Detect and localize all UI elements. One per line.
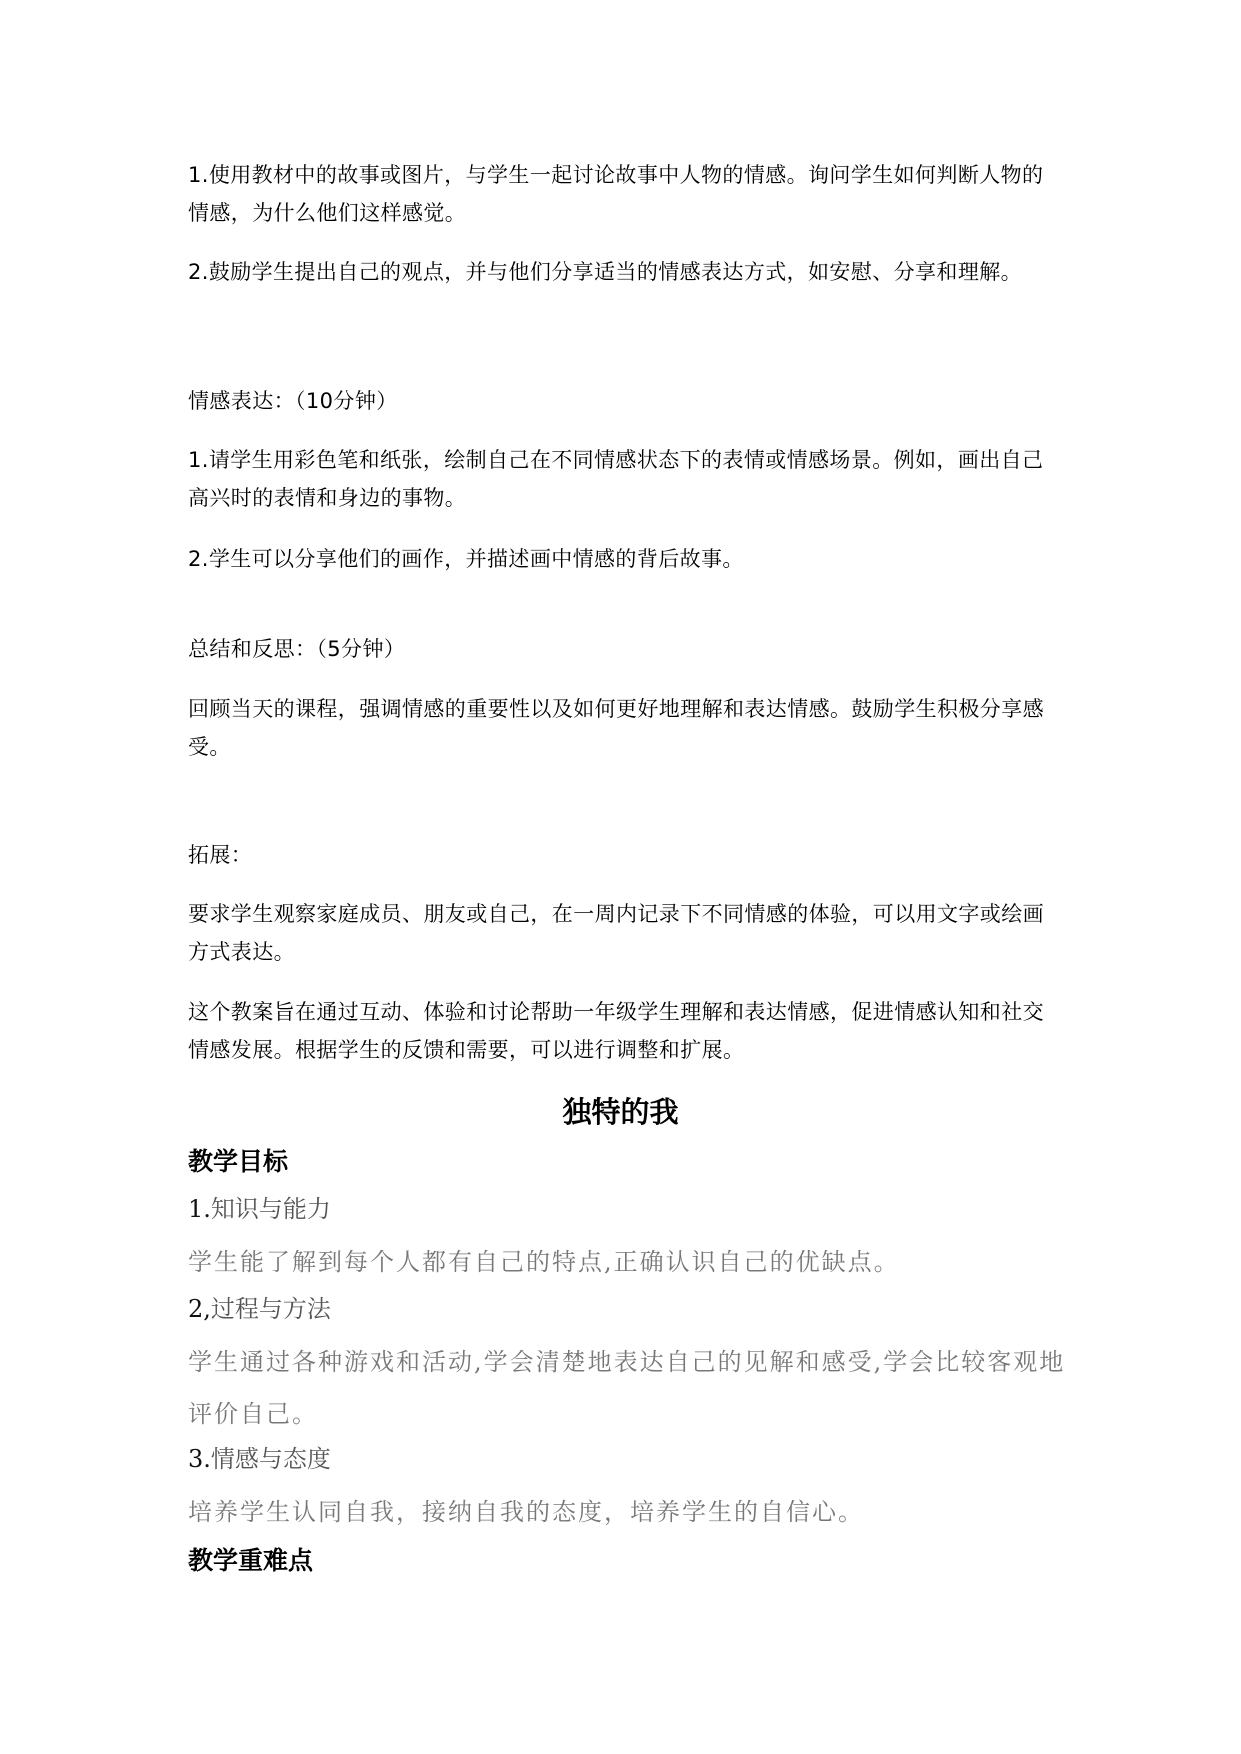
objective-3-number: 3. [188, 1445, 211, 1473]
summary-text: 回顾当天的课程，强调情感的重要性以及如何更好地理解和表达情感。鼓励学生积极分享感受。 [188, 697, 1044, 759]
objective-1-heading [188, 1189, 331, 1229]
objective-1-number: 1. [188, 1195, 211, 1223]
objective-2-number: 2, [188, 1295, 211, 1323]
discussion-step-1: 1.使用教材中的故事或图片，与学生一起讨论故事中人物的情感。询问学生如何判断人物的情感，为什么他们这样感觉。 [188, 163, 1044, 225]
closing-note: 这个教案旨在通过互动、体验和讨论帮助一年级学生理解和表达情感，促进情感认知和社交情感发展。根据学生的反馈和需要，可以进行调整和扩展。 [188, 1000, 1044, 1062]
lesson-title: 独特的我 [562, 1095, 679, 1129]
discussion-step-2: 2.鼓励学生提出自己的观点，并与他们分享适当的情感表达方式，如安慰、分享和理解。 [188, 260, 1023, 284]
objective-2-text: 学生通过各种游戏和活动,学会清楚地表达自己的见解和感受,学会比较客观地评价自己。 [188, 1348, 1066, 1428]
objective-1-label: 知识与能力 [210, 1195, 331, 1223]
extension-text: 要求学生观察家庭成员、朋友或自己，在一周内记录下不同情感的体验，可以用文字或绘画方式表达。 [188, 902, 1044, 964]
objective-1-text: 学生能了解到每个人都有自己的特点,正确认识自己的优缺点。 [188, 1248, 900, 1276]
emotion-expression-heading: 情感表达：（10分钟） [188, 389, 398, 413]
objective-3-label: 情感与态度 [210, 1445, 331, 1473]
emotion-expression-step-1: 1.请学生用彩色笔和纸张，绘制自己在不同情感状态下的表情或情感场景。例如，画出自己高兴时的表情和身边的事物。 [188, 448, 1044, 510]
objectives-heading: 教学目标 [188, 1147, 289, 1176]
difficulties-heading: 教学重难点 [188, 1546, 314, 1575]
emotion-expression-step-2: 2.学生可以分享他们的画作，并描述画中情感的背后故事。 [188, 547, 744, 571]
objective-3-heading [188, 1439, 331, 1479]
extension-heading: 拓展： [188, 843, 253, 867]
objective-3-text: 培养学生认同自我，接纳自我的态度，培养学生的自信心。 [188, 1498, 864, 1526]
objective-2-label: 过程与方法 [210, 1295, 331, 1323]
summary-heading: 总结和反思：（5分钟） [188, 637, 406, 661]
objective-2-heading [188, 1289, 331, 1329]
